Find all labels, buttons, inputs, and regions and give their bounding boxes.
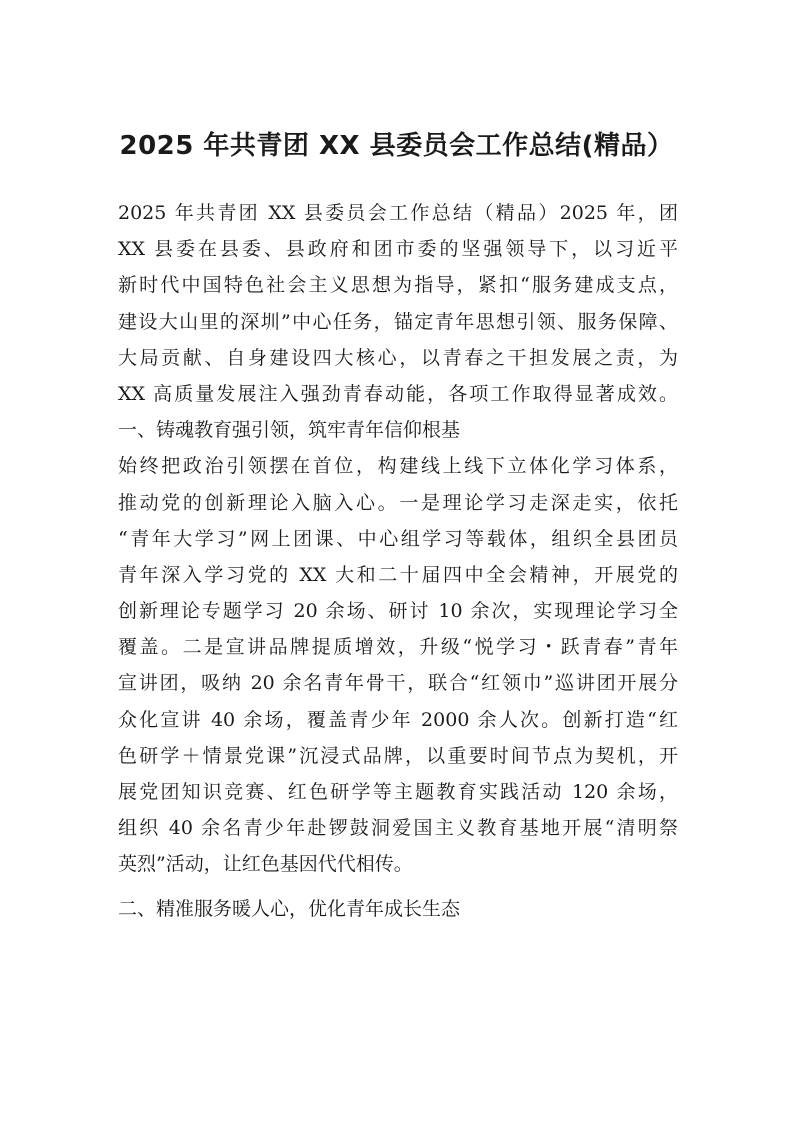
paragraph-section-1 [118,448,678,882]
section-heading-2 [118,891,678,927]
text-line: 色研学＋情景党课”沉浸式品牌，以重要时间节点为契机，开 [118,744,678,767]
text-line: 覆盖。二是宣讲品牌提质增效，升级“悦学习・跃青春”青年 [118,636,678,659]
text-line: 创新理论专题学习 20 余场、研讨 10 余次，实现理论学习全 [118,600,678,623]
text-line: 宣讲团，吸纳 20 余名青年骨干，联合“红领巾”巡讲团开展分 [118,672,678,695]
document-title: 2025 年共青团 XX 县委员会工作总结(精品） [119,131,674,161]
text-line: 始终把政治引领摆在首位，构建线上线下立体化学习体系， [118,455,678,478]
text-line: 建设大山里的深圳”中心任务，锚定青年思想引领、服务保障、 [118,310,678,333]
paragraph-gap [118,883,678,891]
text-line: 推动党的创新理论入脑入心。一是理论学习走深走实，依托 [118,491,678,514]
paragraph-intro [118,195,678,412]
text-line: XX 县委在县委、县政府和团市委的坚强领导下，以习近平 [118,238,678,261]
text-line: “青年大学习”网上团课、中心组学习等载体，组织全县团员 [118,527,678,550]
text-line: 英烈”活动，让红色基因代代相传。 [118,853,413,876]
text-line: 大局贡献、自身建设四大核心，以青春之干担发展之责，为 [118,346,678,369]
section-heading-1 [118,412,678,448]
document-body [118,195,678,927]
text-line: 组织 40 余名青少年赴锣鼓洞爱国主义教育基地开展“清明祭 [118,817,678,840]
text-line: 青年深入学习党的 XX 大和二十届四中全会精神，开展党的 [118,563,678,586]
text-line: 众化宣讲 40 余场，覆盖青少年 2000 余人次。创新打造“红 [118,708,678,731]
text-line: 2025 年共青团 XX 县委员会工作总结（精品）2025 年，团 [118,202,678,224]
text-line: XX 高质量发展注入强劲青春动能，各项工作取得显著成效。 [118,382,678,405]
text-line: 新时代中国特色社会主义思想为指导，紧扣“服务建成支点， [118,274,678,297]
text-line: 展党团知识竞赛、红色研学等主题教育实践活动 120 余场， [118,781,678,803]
section-heading-text: 二、精准服务暖人心，优化青年成长生态 [118,897,461,920]
section-heading-text: 一、铸魂教育强引领，筑牢青年信仰根基 [118,419,461,442]
